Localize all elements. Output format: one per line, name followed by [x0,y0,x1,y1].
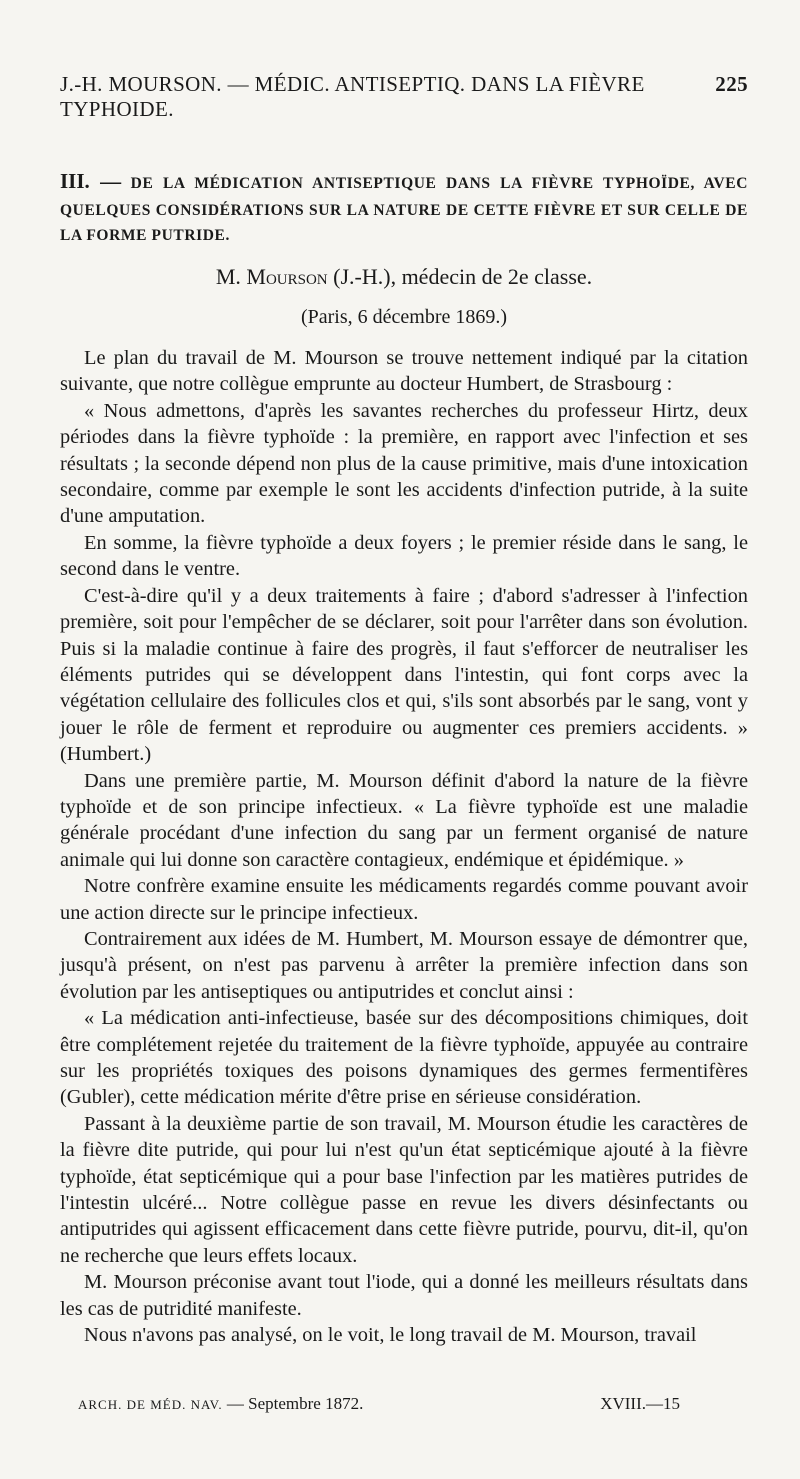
dateline: (Paris, 6 décembre 1869.) [300,306,508,329]
footer-journal: ARCH. DE MÉD. NAV. [78,1397,223,1412]
paragraph: Notre confrère examine ensuite les médicaments regardés comme pouvant avoir une action directe sur le principe infectieux. [60,875,748,924]
paragraph: C'est-à-dire qu'il y a deux traitements à faire ; d'abord s'adresser à l'infection première, soit pour l'empêcher de se déclarer, soit pour l'arrêter dans son évolution. Puis si la maladie continue à faire des progrès, il faut s'efforcer de neutraliser les éléments putrides qui se développent dans l'intestin, qui font corps avec la végétation cellulaire des follicules clos et qui, s'ils sont absorbés par le sang, vont y jouer le rôle de ferment et reproduire ou augmenter ces premiers accidents. » (Humbert.) [60,584,748,766]
author-name: Mourson [246,264,328,290]
section-number: III. — [60,169,122,193]
paragraph: Contrairement aux idées de M. Humbert, M. Mourson essaye de démontrer que, jusqu'à présent, on n'est pas parvenu à arrêter la première infection dans son évolution par les antiseptiques ou antiputrides et conclut ainsi : [60,927,748,1003]
footer-date: Septembre 1872. [248,1394,364,1413]
footer-journal-line [78,1394,363,1414]
paragraph: En somme, la fièvre typhoïde a deux foyers ; le premier réside dans le sang, le second dans le ventre. [60,531,748,581]
paragraph: « La médication anti-infectieuse, basée sur des décompositions chimiques, doit être complétement rejetée du traitement de la fièvre typhoïde, appuyée au contraire sur les propriétés toxiques des poisons dynamiques des germes fermentifères (Gubler), cette médication mérite d'être prise en sérieuse considération. [60,1007,748,1109]
signature-mark: XVIII.—15 [600,1394,680,1413]
page-number: 225 [715,72,748,96]
author-details: (J.-H.), médecin de 2e classe. [333,264,593,290]
running-title: J.-H. MOURSON. — MÉDIC. ANTISEPTIQ. DANS LA FIÈVRE TYPHOIDE. [60,72,645,121]
paragraph: Nous n'avons pas analysé, on le voit, le long travail de M. Mourson, travail [84,1324,697,1347]
section-title: DE LA MÉDICATION ANTISEPTIQUE DANS LA FIÈVRE TYPHOÏDE, AVEC QUELQUES CONSIDÉRATIONS SUR LA NATURE DE CETTE FIÈVRE ET SUR CELLE DE LA FORME PUTRIDE. [60,175,748,245]
section-heading [60,164,748,248]
paragraph: Passant à la deuxième partie de son travail, M. Mourson étudie les caractères de la fièvre dite putride, qui pour lui n'est qu'un état septicémique ajouté à la fièvre typhoïde, état septicémique qui a pour base l'infection par les matières putrides de l'intestin ulcéré... Notre collègue passe en revue les divers désinfectants ou antiputrides qui agissent efficacement dans cette fièvre putride, pourvu, dit-il, qu'on ne recherche que leurs effets locaux. [60,1112,748,1267]
running-head [60,72,748,122]
paragraph: Le plan du travail de M. Mourson se trouve nettement indiqué par la citation suivante, que notre collègue emprunte au docteur Humbert, de Strasbourg : [60,347,748,396]
author-line [60,262,748,293]
author-prefix: M. [215,264,241,290]
paragraph: Dans une première partie, M. Mourson définit d'abord la nature de la fièvre typhoïde et de son principe infectieux. « La fièvre typhoïde est une maladie générale procédant d'une infection du sang par un ferment organisé de nature animale qui lui donne son caractère contagieux, endémique et épidémique. » [60,769,748,871]
paragraph: M. Mourson préconise avant tout l'iode, qui a donné les meilleurs résultats dans les cas de putridité manifeste. [60,1271,748,1320]
page-footer [78,1394,680,1414]
paragraph: « Nous admettons, d'après les savantes recherches du professeur Hirtz, deux périodes dans la fièvre typhoïde : la première, en rapport avec l'infection et ses résultats ; la seconde dépend non plus de la cause primitive, mais d'une intoxication secondaire, comme par exemple le sont les accidents d'infection putride, à la suite d'une amputation. [60,399,748,528]
body-text [60,345,748,1348]
footer-dash: — [226,1394,244,1413]
